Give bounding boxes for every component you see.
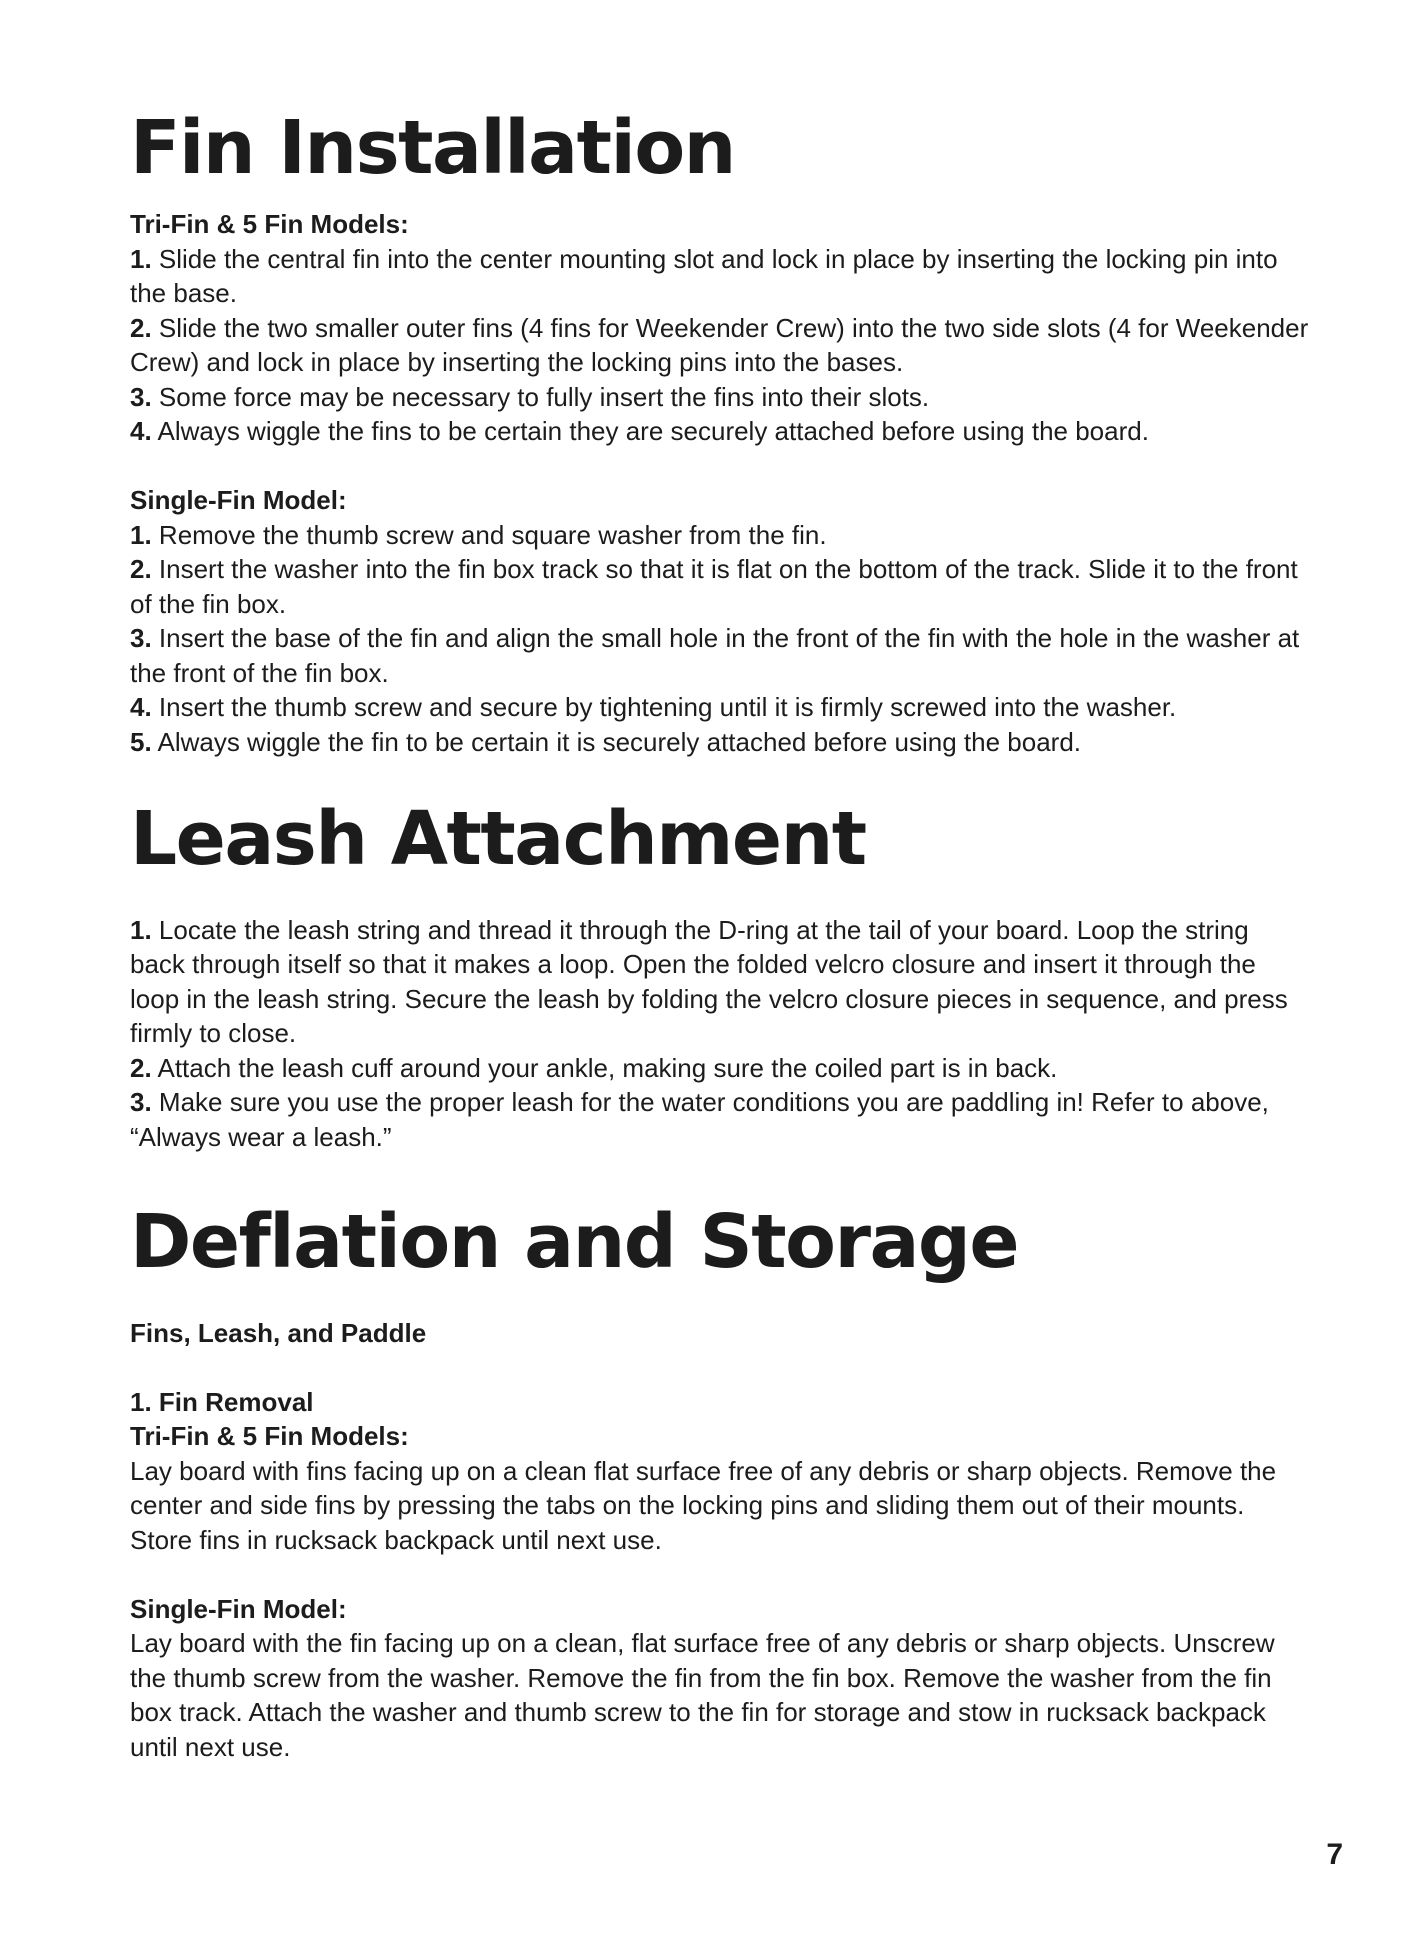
tri-fin-step-3 [130,380,1310,415]
leash-step-1 [130,913,1310,1051]
step-text: Slide the central fin into the center mounting slot and lock in place by inserting the locking pin into the base. [130,243,1278,309]
step-number: 1. [130,914,152,945]
step-text: Attach the leash cuff around your ankle, making sure the coiled part is in back. [151,1052,1058,1083]
single-fin-step-3 [130,621,1310,690]
step-number: 3. [130,381,152,412]
single-fin-step-5 [130,725,1310,760]
removal-tri-fin-text: Lay board with fins facing up on a clean flat surface free of any debris or sharp objects. Remove the center and side fins by pressing the tabs on the locking pins and sliding them out of their mounts. Store fins in rucksack backpack until next use. [130,1455,1277,1555]
deflation-storage-section [130,1316,1310,1765]
step-number: 5. [130,726,152,757]
single-fin-step-2 [130,552,1310,621]
removal-single-fin-heading: Single-Fin Model: [130,1593,347,1624]
deflation-storage-heading: Deflation and Storage [130,1199,1019,1286]
step-text: Always wiggle the fin to be certain it is securely attached before using the board. [151,726,1081,757]
fin-removal-heading: 1. Fin Removal [130,1386,314,1417]
page-number: 7 [1326,1838,1343,1871]
leash-attachment-heading: Leash Attachment [130,796,866,883]
step-text: Locate the leash string and thread it through the D-ring at the tail of your board. Loop the string back through itself so that it makes a loop. Open the folded velcro closure and insert it through the loop in the leash string. Secure the leash by folding the velcro closure pieces in sequence, and press firmly to close. [130,914,1288,1049]
leash-step-2 [130,1051,1310,1086]
single-fin-step-4 [130,690,1310,725]
step-text: Always wiggle the fins to be certain they are securely attached before using the board. [151,416,1149,447]
leash-step-3 [130,1085,1310,1154]
single-fin-heading: Single-Fin Model: [130,485,347,516]
step-number: 2. [130,554,152,585]
tri-fin-step-4 [130,414,1310,449]
step-text: Slide the two smaller outer fins (4 fins for Weekender Crew) into the two side slots (4 for Weekender Crew) and lock in place by inserting the locking pins into the bases. [130,312,1309,378]
tri-fin-step-1 [130,242,1310,311]
step-number: 4. [130,692,152,723]
spacer [130,449,1310,484]
step-text: Make sure you use the proper leash for the water conditions you are paddling in! Refer to above, “Always wear a leash.” [130,1087,1269,1152]
step-number: 3. [130,623,152,654]
fin-installation-section [130,207,1310,759]
deflation-subtitle: Fins, Leash, and Paddle [130,1317,427,1348]
leash-attachment-section [130,913,1310,1155]
step-text: Some force may be necessary to fully insert the fins into their slots. [151,381,930,412]
document-page [130,105,1310,1764]
step-number: 4. [130,416,152,447]
step-text: Insert the washer into the fin box track so that it is flat on the bottom of the track. Slide it to the front of the fin box. [130,554,1298,619]
step-number: 2. [130,1052,152,1083]
spacer [130,1557,1310,1592]
step-number: 1. [130,243,152,274]
step-number: 3. [130,1087,152,1118]
fin-installation-heading: Fin Installation [130,105,735,191]
step-number: 1. [130,519,152,550]
step-text: Insert the base of the fin and align the small hole in the front of the fin with the hole in the washer at the front of the fin box. [130,623,1300,688]
spacer [130,1350,1310,1385]
tri-fin-heading: Tri-Fin & 5 Fin Models: [130,209,409,240]
removal-tri-fin-heading: Tri-Fin & 5 Fin Models: [130,1421,409,1452]
single-fin-step-1 [130,518,1310,553]
step-number: 2. [130,312,152,343]
removal-single-fin-text: Lay board with the fin facing up on a clean, flat surface free of any debris or sharp objects. Unscrew the thumb screw from the washer. Remove the fin from the fin box. Remove the washer from the fin box track. Attach the washer and thumb screw to the fin for storage and stow in rucksack backpack until next use. [130,1628,1275,1762]
tri-fin-step-2 [130,311,1310,380]
step-text: Insert the thumb screw and secure by tightening until it is firmly screwed into the washer. [151,692,1177,723]
step-text: Remove the thumb screw and square washer from the fin. [151,519,827,550]
